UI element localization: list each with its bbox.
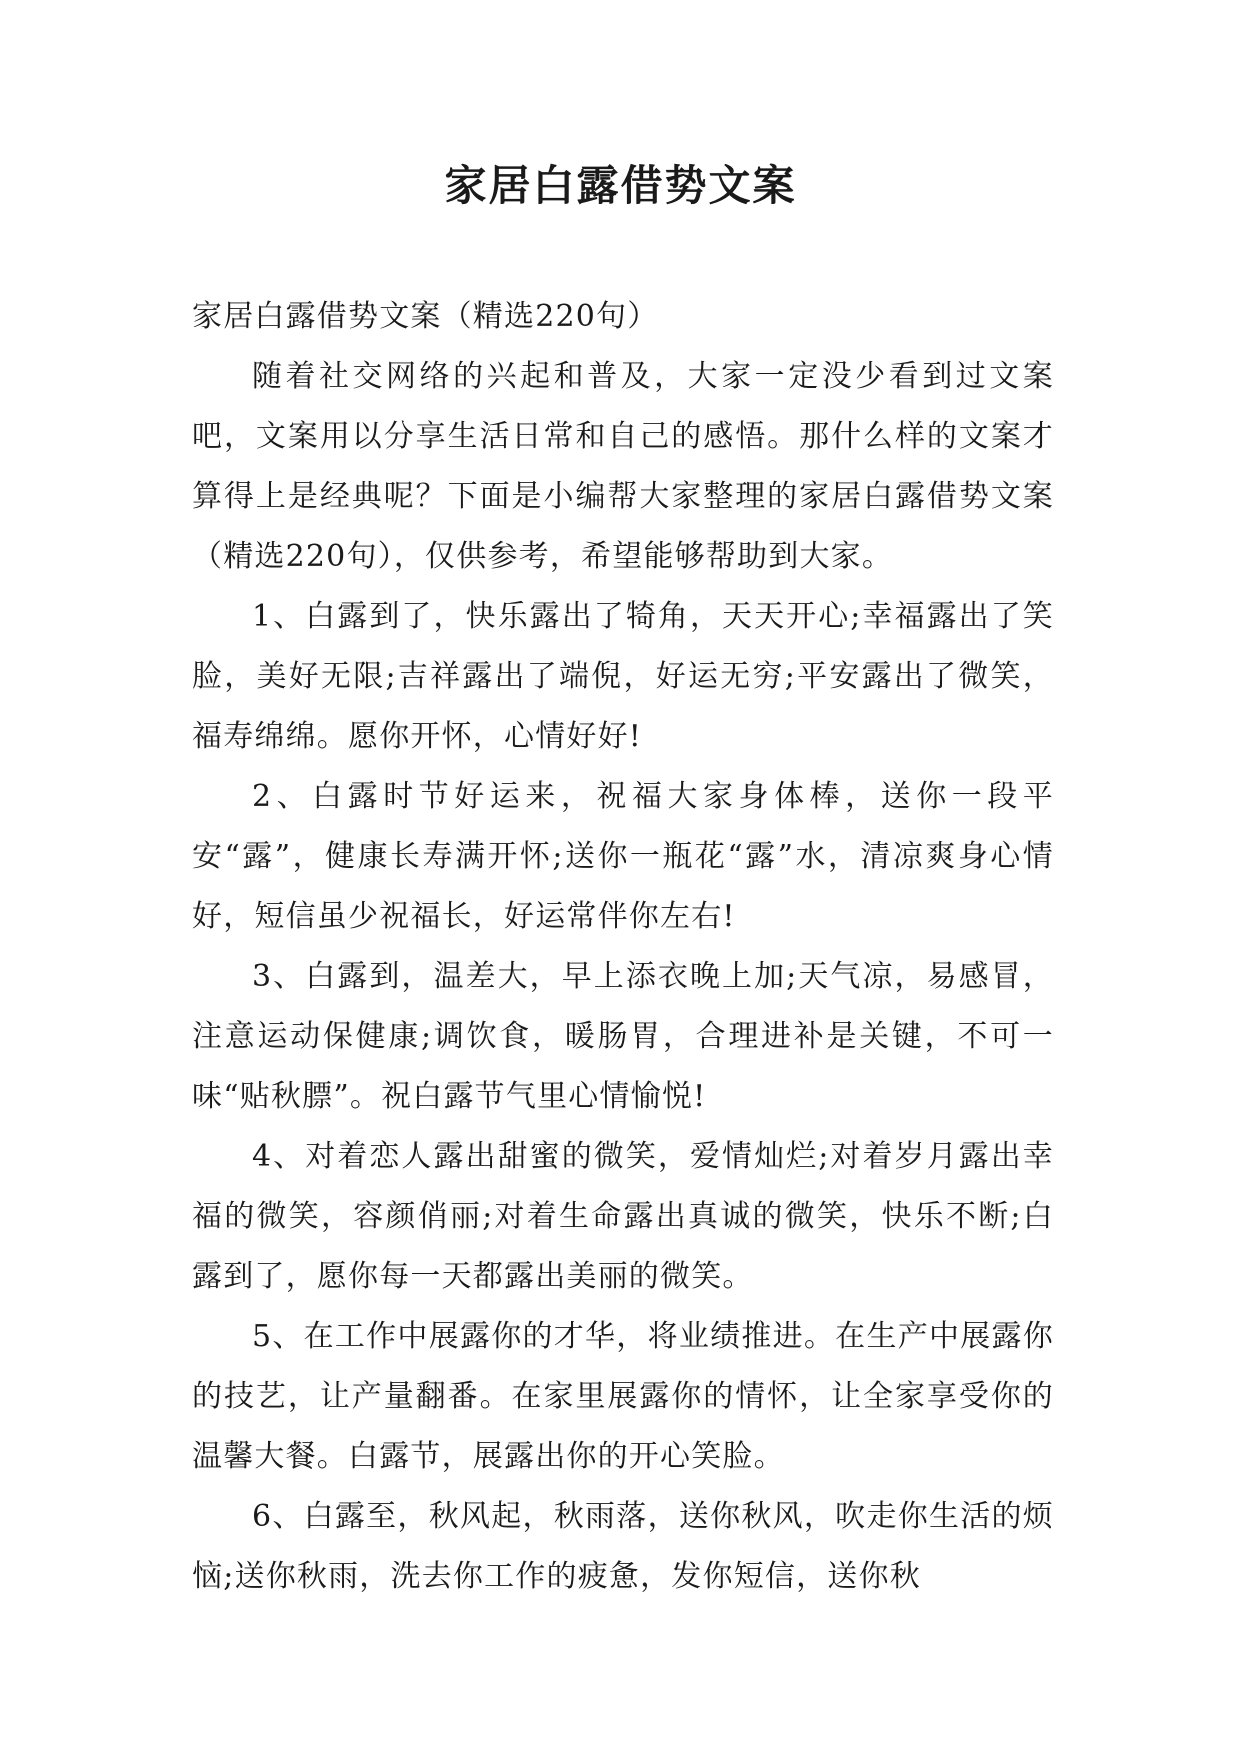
list-item: 4、对着恋人露出甜蜜的微笑，爱情灿烂;对着岁月露出幸福的微笑，容颜俏丽;对着生命露出真诚的微笑，快乐不断;白露到了，愿你每一天都露出美丽的微笑。 [192,1139,1054,1294]
list-item: 2、白露时节好运来，祝福大家身体棒，送你一段平安“露”，健康长寿满开怀;送你一瓶花“露”水，清凉爽身心情好，短信虽少祝福长，好运常伴你左右! [192,779,1054,934]
list-item: 5、在工作中展露你的才华，将业绩推进。在生产中展露你的技艺，让产量翻番。在家里展露你的情怀，让全家享受你的温馨大餐。白露节，展露出你的开心笑脸。 [192,1319,1054,1474]
list-item: 1、白露到了，快乐露出了犄角，天天开心;幸福露出了笑脸，美好无限;吉祥露出了端倪，好运无穷;平安露出了微笑，福寿绵绵。愿你开怀，心情好好! [192,599,1054,754]
intro-paragraph: 随着社交网络的兴起和普及，大家一定没少看到过文案吧，文案用以分享生活日常和自己的感悟。那什么样的文案才算得上是经典呢？下面是小编帮大家整理的家居白露借势文案（精选220句），仅供参考，希望能够帮助到大家。 [192,359,1054,574]
document-body [192,287,1054,1607]
document-title: 家居白露借势文案 [444,161,797,210]
list-item: 6、白露至，秋风起，秋雨落，送你秋风，吹走你生活的烦恼;送你秋雨，洗去你工作的疲惫，发你短信，送你秋 [192,1499,1054,1594]
list-item: 3、白露到，温差大，早上添衣晚上加;天气凉，易感冒，注意运动保健康;调饮食，暖肠胃，合理进补是关键，不可一味“贴秋膘”。祝白露节气里心情愉悦! [192,959,1054,1114]
document-subtitle: 家居白露借势文案（精选220句） [192,299,659,334]
